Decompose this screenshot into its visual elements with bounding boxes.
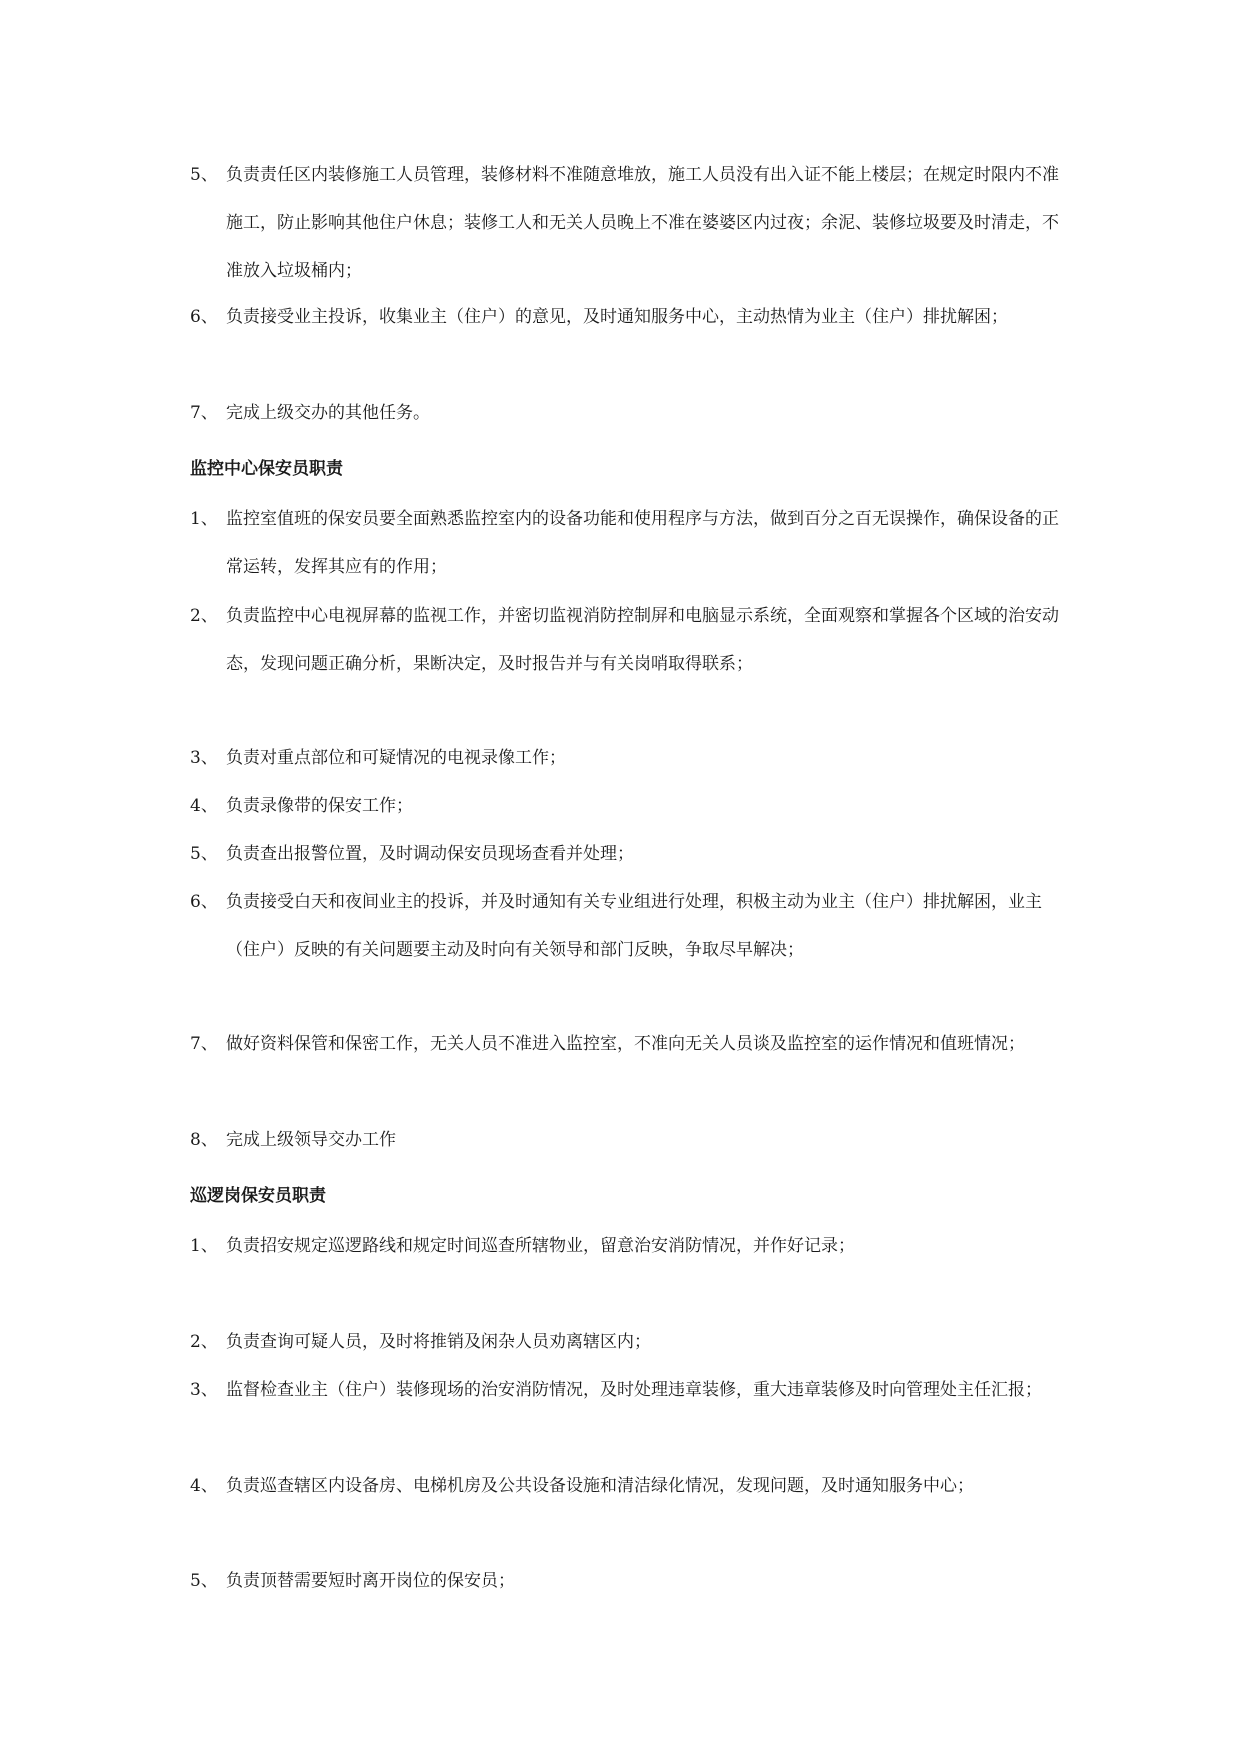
item-number: 5、 xyxy=(190,165,218,185)
item-text: 监督检查业主（住户）装修现场的治安消防情况，及时处理违章装修，重大违章装修及时向管理处主任汇报； xyxy=(226,1380,1042,1400)
item-text: 负责录像带的保安工作； xyxy=(226,796,413,816)
item-text: 负责查询可疑人员，及时将推销及闲杂人员劝离辖区内； xyxy=(226,1332,651,1352)
list-item xyxy=(190,782,1060,830)
item-text: 完成上级领导交办工作 xyxy=(226,1130,396,1150)
list-item xyxy=(190,293,1060,341)
item-text: 负责查出报警位置，及时调动保安员现场查看并处理； xyxy=(226,844,634,864)
list-item xyxy=(190,830,1060,878)
list-item xyxy=(190,1366,1060,1414)
list-item xyxy=(190,1020,1060,1068)
list-item xyxy=(190,734,1060,782)
item-text: 负责顶替需要短时离开岗位的保安员； xyxy=(226,1571,515,1591)
section-heading: 巡逻岗保安员职责 xyxy=(190,1186,326,1206)
list-item xyxy=(190,1116,1060,1164)
item-number: 5、 xyxy=(190,1571,218,1591)
list-item xyxy=(190,151,1060,295)
list-item xyxy=(190,592,1060,688)
item-number: 6、 xyxy=(190,892,218,912)
item-text: 完成上级交办的其他任务。 xyxy=(226,403,430,423)
item-number: 7、 xyxy=(190,403,218,423)
item-text: 负责巡查辖区内设备房、电梯机房及公共设备设施和清洁绿化情况，发现问题，及时通知服务中心； xyxy=(226,1476,974,1496)
item-text: 负责监控中心电视屏幕的监视工作，并密切监视消防控制屏和电脑显示系统，全面观察和掌握各个区域的治安动态，发现问题正确分析，果断决定，及时报告并与有关岗哨取得联系； xyxy=(226,606,1059,674)
item-number: 7、 xyxy=(190,1034,218,1054)
item-text: 负责接受业主投诉，收集业主（住户）的意见，及时通知服务中心，主动热情为业主（住户）排扰解困； xyxy=(226,307,1008,327)
item-number: 4、 xyxy=(190,1476,218,1496)
item-number: 3、 xyxy=(190,1380,218,1400)
list-item xyxy=(190,1462,1060,1510)
list-item xyxy=(190,878,1060,974)
item-text: 负责接受白天和夜间业主的投诉，并及时通知有关专业组进行处理，积极主动为业主（住户）排扰解困，业主（住户）反映的有关问题要主动及时向有关领导和部门反映，争取尽早解决； xyxy=(226,892,1042,960)
list-item xyxy=(190,389,1060,437)
item-text: 监控室值班的保安员要全面熟悉监控室内的设备功能和使用程序与方法，做到百分之百无误操作，确保设备的正常运转，发挥其应有的作用； xyxy=(226,509,1059,577)
item-number: 8、 xyxy=(190,1130,218,1150)
item-number: 5、 xyxy=(190,844,218,864)
list-item xyxy=(190,1222,1060,1270)
item-number: 2、 xyxy=(190,1332,218,1352)
item-number: 2、 xyxy=(190,606,218,626)
item-number: 4、 xyxy=(190,796,218,816)
list-item xyxy=(190,1318,1060,1366)
item-text: 负责责任区内装修施工人员管理，装修材料不准随意堆放，施工人员没有出入证不能上楼层；在规定时限内不准施工，防止影响其他住户休息；装修工人和无关人员晚上不准在婆婆区内过夜；余泥、装修垃圾要及时清走，不准放入垃圾桶内； xyxy=(226,165,1059,281)
item-number: 1、 xyxy=(190,1236,218,1256)
item-number: 1、 xyxy=(190,509,218,529)
list-item xyxy=(190,495,1060,591)
item-text: 负责招安规定巡逻路线和规定时间巡查所辖物业，留意治安消防情况，并作好记录； xyxy=(226,1236,855,1256)
item-text: 做好资料保管和保密工作，无关人员不准进入监控室，不准向无关人员谈及监控室的运作情况和值班情况； xyxy=(226,1034,1025,1054)
item-number: 6、 xyxy=(190,307,218,327)
item-text: 负责对重点部位和可疑情况的电视录像工作； xyxy=(226,748,566,768)
item-number: 3、 xyxy=(190,748,218,768)
section-heading: 监控中心保安员职责 xyxy=(190,459,343,479)
list-item xyxy=(190,1557,1060,1605)
